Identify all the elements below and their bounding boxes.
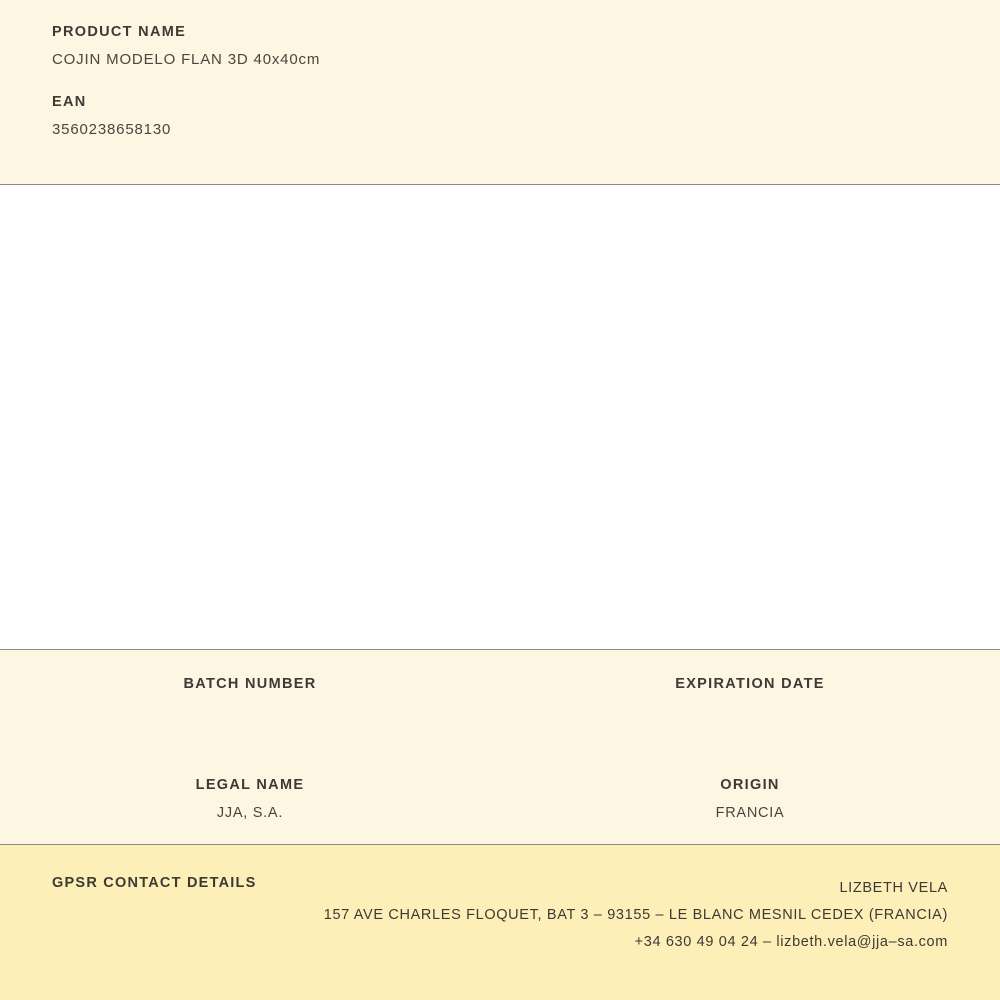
expiration-date-field [500, 676, 1000, 721]
expiration-date-value [500, 704, 1000, 721]
expiration-date-label: EXPIRATION DATE [675, 676, 825, 692]
ean-value: 3560238658130 [52, 121, 172, 138]
gpsr-footer-section [0, 845, 1000, 1000]
batch-row [0, 676, 1000, 721]
product-name-field [52, 24, 948, 68]
blank-content-area [0, 185, 1000, 650]
gpsr-contact-address: 157 AVE CHARLES FLOQUET, BAT 3 – 93155 – LE BLANC MESNIL CEDEX (FRANCIA) [323, 907, 948, 923]
batch-row-spacer [0, 721, 1000, 777]
batch-number-value [0, 704, 500, 721]
batch-details-section [0, 650, 1000, 845]
ean-label: EAN [52, 94, 87, 110]
gpsr-contact-details-label: GPSR CONTACT DETAILS [52, 875, 257, 891]
gpsr-contact-name: LIZBETH VELA [839, 880, 948, 896]
batch-number-label: BATCH NUMBER [183, 676, 317, 692]
ean-field [52, 94, 948, 138]
legal-row [0, 777, 1000, 822]
legal-name-value: JJA, S.A. [216, 805, 284, 821]
legal-name-label: LEGAL NAME [195, 777, 305, 793]
product-name-label: PRODUCT NAME [52, 24, 187, 40]
legal-name-field [0, 777, 500, 822]
gpsr-contact-phone-email: +34 630 49 04 24 – lizbeth.vela@jja–sa.com [634, 934, 948, 950]
product-header-section [0, 0, 1000, 185]
product-name-value: COJIN MODELO FLAN 3D 40x40cm [52, 51, 321, 68]
origin-label: ORIGIN [720, 777, 780, 793]
origin-field [500, 777, 1000, 822]
origin-value: FRANCIA [715, 805, 785, 821]
batch-number-field [0, 676, 500, 721]
